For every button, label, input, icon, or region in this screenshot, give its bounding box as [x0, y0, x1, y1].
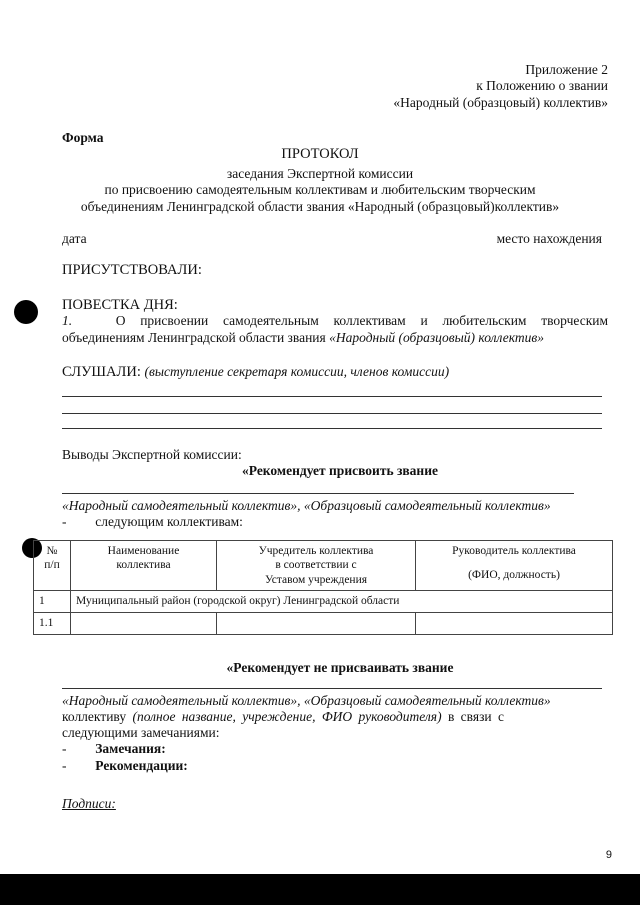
collectives-table	[33, 540, 613, 635]
recommend-no-heading: «Рекомендует не присваивать звание	[226, 660, 454, 675]
table-row	[34, 591, 613, 612]
no-award-italic: (полное название, учреждение, ФИО руководителя)	[132, 709, 442, 724]
punch-hole-mark	[14, 300, 38, 324]
form-label: Форма	[62, 130, 104, 145]
heard-line	[62, 364, 449, 382]
conclusions-label: Выводы Экспертной комиссии:	[62, 447, 242, 462]
to-collectives-text: следующим коллективам:	[95, 514, 243, 529]
appendix-line-2: к Положению о звании	[476, 78, 608, 94]
header-num: № п/п	[34, 541, 71, 591]
row-cell-empty	[416, 612, 613, 634]
header-name: Наименование коллектива	[71, 541, 217, 591]
signatures-label: Подписи:	[62, 796, 116, 811]
row-num: 1.1	[34, 612, 71, 634]
present-label: ПРИСУТСТВОВАЛИ:	[62, 262, 202, 278]
table-header-row	[34, 541, 613, 591]
agenda-label: ПОВЕСТКА ДНЯ:	[62, 297, 178, 313]
no-award-plain-1: коллективу	[62, 709, 133, 724]
recommendations-label: Рекомендации:	[95, 758, 188, 773]
remarks-label: Замечания:	[95, 741, 166, 756]
no-award-underline	[62, 688, 602, 689]
agenda-item-line-1	[62, 313, 608, 329]
list-dash: -	[62, 758, 67, 773]
award-titles: «Народный самодеятельный коллектив», «Образцовый самодеятельный коллектив»	[62, 498, 551, 513]
heard-label: СЛУШАЛИ:	[62, 364, 145, 380]
recommend-award-heading: «Рекомендует присвоить звание	[242, 463, 438, 478]
heard-note: (выступление секретаря комиссии, членов комиссии)	[144, 364, 450, 379]
agenda-item-text-1: О присвоении самодеятельным коллективам и любительским творческим	[115, 313, 609, 328]
page-number: 9	[605, 849, 612, 861]
location-label: место нахождения	[496, 231, 602, 246]
row-cell-empty	[217, 612, 416, 634]
subtitle-line-2: по присвоению самодеятельным коллективам и любительским творческим	[104, 182, 536, 198]
heard-blank-line-1	[62, 396, 602, 397]
header-head-note: (ФИО, должность)	[468, 569, 560, 582]
appendix-block	[248, 62, 608, 111]
remarks-line	[62, 741, 166, 757]
recommendations-line	[62, 758, 188, 774]
no-award-titles: «Народный самодеятельный коллектив», «Образцовый самодеятельный коллектив»	[62, 693, 551, 708]
table-row	[34, 612, 613, 634]
header-head: Руководитель коллектива	[452, 545, 576, 557]
heard-blank-line-3	[62, 428, 602, 429]
heard-blank-line-2	[62, 413, 602, 414]
header-head-cell	[416, 541, 613, 591]
row-cell-empty	[71, 612, 217, 634]
scan-bottom-border	[0, 874, 640, 905]
no-award-plain-2: в связи с	[441, 709, 505, 724]
agenda-item-text-2: объединениям Ленинградской области звания	[62, 330, 330, 345]
no-award-line-3: следующими замечаниями:	[62, 725, 220, 740]
agenda-item-line-2	[62, 330, 608, 346]
date-label: дата	[62, 231, 87, 246]
agenda-item-number: 1.	[62, 313, 73, 328]
award-underline	[62, 493, 574, 494]
to-collectives-line	[62, 514, 243, 530]
header-founder: Учредитель коллектива в соответствии с Уставом учреждения	[217, 541, 416, 591]
list-dash: -	[62, 514, 67, 529]
agenda-item-award: «Народный (образцовый) коллектив»	[329, 330, 544, 345]
document-title: ПРОТОКОЛ	[281, 146, 359, 162]
appendix-line-3: «Народный (образцовый) коллектив»	[393, 94, 608, 110]
subtitle-line-3: объединениям Ленинградской области звания «Народный (образцовый)коллектив»	[80, 198, 560, 214]
title-subtitle	[20, 166, 620, 215]
appendix-line-1: Приложение 2	[525, 62, 608, 77]
no-award-line-2	[62, 709, 608, 725]
row-num: 1	[34, 591, 71, 612]
row-district: Муниципальный район (городской округ) Ленинградской области	[71, 591, 613, 612]
list-dash: -	[62, 741, 67, 756]
subtitle-line-1: заседания Экспертной комиссии	[226, 166, 414, 181]
